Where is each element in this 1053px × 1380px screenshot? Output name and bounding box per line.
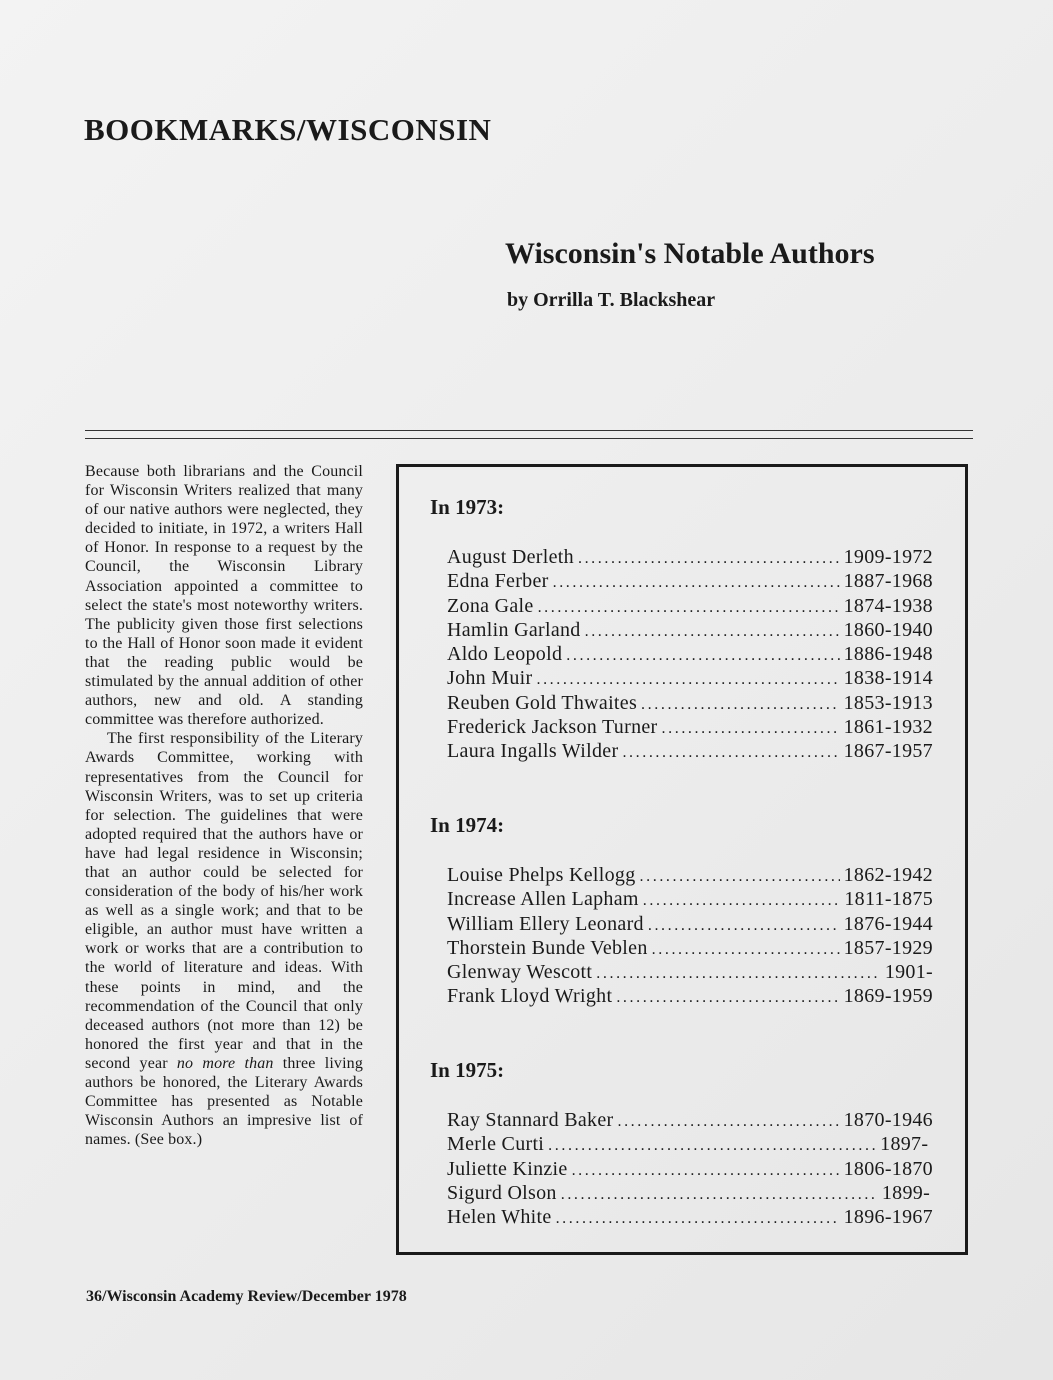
author-name: August Derleth [447,546,574,568]
author-row [447,961,933,985]
author-row [447,864,933,888]
dot-leader [548,1137,876,1155]
dot-leader [648,917,840,935]
author-row [447,1133,933,1157]
author-name: Helen White [447,1206,552,1229]
author-name: Zona Gale [447,594,534,617]
author-row [447,888,933,912]
dot-leader [652,941,840,959]
dot-leader [572,1162,840,1180]
author-list-1973 [447,546,933,765]
dot-leader [641,696,840,714]
dot-leader [566,647,839,665]
year-heading-1975: In 1975: [430,1058,505,1082]
author-name: Increase Allen Lapham [447,888,639,911]
author-row [447,667,933,691]
author-row [447,692,933,716]
section-header: BOOKMARKS/WISCONSIN [84,112,492,147]
author-years: 1887-1968 [843,570,933,593]
author-years: 1811-1875 [844,888,933,911]
dot-leader [556,1210,840,1228]
dot-leader [553,574,840,592]
dot-leader [578,550,840,568]
author-years: 1896-1967 [843,1206,933,1229]
notable-authors-box [396,464,968,1255]
author-name: Sigurd Olson [447,1181,557,1204]
author-years: 1862-1942 [843,864,933,886]
author-name: John Muir [447,667,533,690]
body-text-run: three living authors be honored, the Literary Awards Committee has presented as Notable Wisconsin Authors an impresive list of names. (See box.) [85,1054,363,1149]
author-row [447,1109,933,1133]
author-years: 1869-1959 [843,985,933,1008]
dot-leader [596,965,881,983]
article-body [85,462,363,1149]
author-years: 1867-1957 [843,740,933,763]
author-years: 1899- [881,1181,931,1204]
dot-leader [622,744,839,762]
author-list-1974 [447,864,933,1010]
author-row [447,1182,933,1206]
author-name: Frederick Jackson Turner [447,716,658,739]
author-row [447,595,933,619]
author-years: 1874-1938 [843,594,933,617]
author-row [447,985,933,1009]
dot-leader [585,623,840,641]
dot-leader [640,868,840,886]
author-row [447,643,933,667]
author-row [447,619,933,643]
page-footer: 36/Wisconsin Academy Review/December 1978 [86,1288,407,1305]
author-row [447,937,933,961]
dot-leader [616,989,839,1007]
author-name: Aldo Leopold [447,643,563,666]
dot-leader [536,671,839,689]
dot-leader [538,599,840,617]
author-years: 1838-1914 [843,667,933,690]
author-years: 1853-1913 [843,691,933,714]
year-heading-1973: In 1973: [430,495,505,519]
dot-leader [643,892,841,910]
author-years: 1806-1870 [843,1157,933,1180]
divider-rule [85,438,973,439]
author-years: 1886-1948 [843,643,933,666]
author-years: 1909-1972 [843,546,933,568]
author-name: Glenway Wescott [447,961,593,984]
body-text-run: The first responsibility of the Literary Awards Committee, working with representatives from the Council for Wisconsin Writers, was to set up criteria for selection. The guidelines that were adopted required that the authors have or have had legal residence in Wisconsin; that an author could be selected for consideration of the body of his/her work as well as a single work; and that to be eligible, an author must have written a work or works that are a contribution to the world of literature and ideas. With these points in mind, and the recommendation of the Council that only deceased authors (not more than 12) be honored the first year and that in the second year [85,730,363,1072]
author-years: 1857-1929 [843,936,933,959]
author-name: Juliette Kinzie [447,1157,568,1180]
author-years: 1870-1946 [843,1109,933,1131]
author-years: 1897- [880,1133,929,1156]
body-emphasis: no more than [176,1054,274,1072]
author-name: Hamlin Garland [447,618,581,641]
dot-leader [662,720,840,738]
author-name: William Ellery Leonard [447,912,644,935]
dot-leader [617,1113,839,1131]
author-row [447,570,933,594]
author-name: Merle Curti [447,1133,545,1156]
year-heading-1974: In 1974: [430,813,505,837]
author-row [447,546,933,570]
author-years: 1901- [884,961,933,984]
article-title: Wisconsin's Notable Authors [505,237,875,270]
author-name: Ray Stannard Baker [447,1109,614,1131]
author-name: Louise Phelps Kellogg [447,864,636,886]
author-name: Reuben Gold Thwaites [447,691,638,714]
author-row [447,740,933,764]
body-paragraph: Because both librarians and the Council for Wisconsin Writers realized that many of our native authors were neglected, they decided to initiate, in 1972, a writers Hall of Honor. In response to a request by the Council, the Wisconsin Library Association appointed a committee to select the state's most noteworthy writers. The publicity given those first selections to the Hall of Honor soon made it evident that the reading public would be stimulated by the annual addition of other authors, new and old. A standing committee was therefore authorized. [85,463,363,729]
author-years: 1876-1944 [843,912,933,935]
author-name: Thorstein Bunde Veblen [447,936,648,959]
author-row [447,1158,933,1182]
divider-rule [85,430,973,431]
body-paragraph [85,729,363,1149]
dot-leader [561,1186,878,1204]
author-years: 1860-1940 [843,618,933,641]
author-name: Edna Ferber [447,570,549,593]
author-row [447,913,933,937]
author-years: 1861-1932 [843,716,933,739]
author-name: Laura Ingalls Wilder [447,740,619,763]
author-list-1975 [447,1109,933,1230]
author-name: Frank Lloyd Wright [447,985,613,1008]
byline: by Orrilla T. Blackshear [507,289,716,311]
author-row [447,1206,933,1230]
author-row [447,716,933,740]
